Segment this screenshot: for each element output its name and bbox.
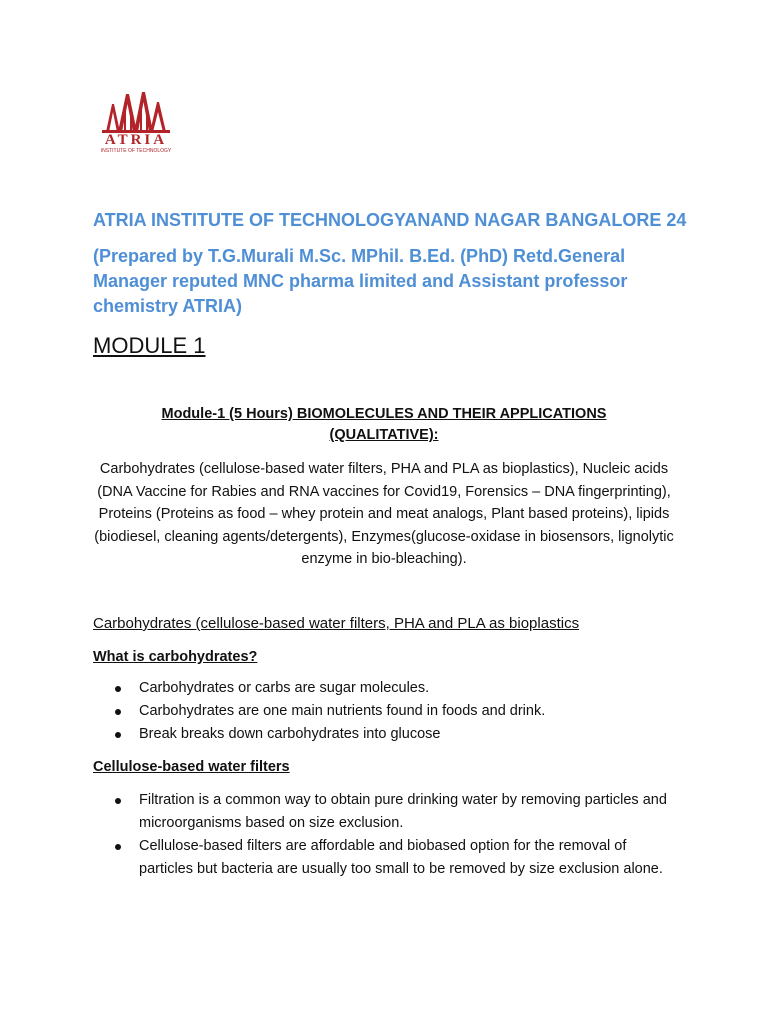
bullet-icon: [115, 686, 121, 692]
list-item: Break breaks down carbohydrates into glucose: [93, 723, 683, 746]
bullet-icon: [115, 798, 121, 804]
filters-list: [93, 789, 683, 881]
list-item: Carbohydrates are one main nutrients found in foods and drink.: [93, 700, 683, 723]
module-subtitle: Module-1 (5 Hours) BIOMOLECULES AND THEIR APPLICATIONS (QUALITATIVE):: [161, 406, 607, 443]
bullet-icon: [115, 844, 121, 850]
logo-wordmark: ATRIA: [104, 132, 168, 148]
list-item: Cellulose-based filters are affordable and biobased option for the removal of particles but bacteria are usually too small to be removed by size exclusion alone.: [93, 835, 683, 881]
prepared-by: (Prepared by T.G.Murali M.Sc. MPhil. B.Ed. (PhD) Retd.General Manager reputed MNC pharma limited and Assistant professor chemistry ATRIA): [93, 246, 628, 316]
carbohydrates-list: [93, 677, 683, 746]
institute-title: ATRIA INSTITUTE OF TECHNOLOGYANAND NAGAR BANGALORE 24: [93, 210, 687, 230]
what-is-carbohydrates-heading: What is carbohydrates?: [93, 649, 258, 665]
logo-subtitle: INSTITUTE OF TECHNOLOGY: [100, 148, 172, 154]
module-title: MODULE 1: [93, 333, 206, 358]
cellulose-filters-heading: Cellulose-based water filters: [93, 759, 290, 775]
atria-logo: [96, 88, 176, 158]
list-item: Carbohydrates or carbs are sugar molecules.: [93, 677, 683, 700]
building-emblem-icon: [96, 88, 176, 134]
bullet-icon: [115, 709, 121, 715]
bullet-icon: [115, 732, 121, 738]
list-item: Filtration is a common way to obtain pure drinking water by removing particles and microorganisms based on size exclusion.: [93, 789, 683, 835]
section-heading: Carbohydrates (cellulose-based water filters, PHA and PLA as bioplastics: [93, 615, 580, 632]
module-syllabus: Carbohydrates (cellulose-based water filters, PHA and PLA as bioplastics), Nucleic acids (DNA Vaccine for Rabies and RNA vaccines for Covid19, Forensics – DNA fingerprinting), Proteins (Proteins as food – whey protein and meat analogs, Plant based proteins), lipids (biodiesel, cleaning agents/detergents), Enzymes(glucose-oxidase in biosensors, lignolytic enzyme in bio-bleaching).: [94, 461, 674, 567]
